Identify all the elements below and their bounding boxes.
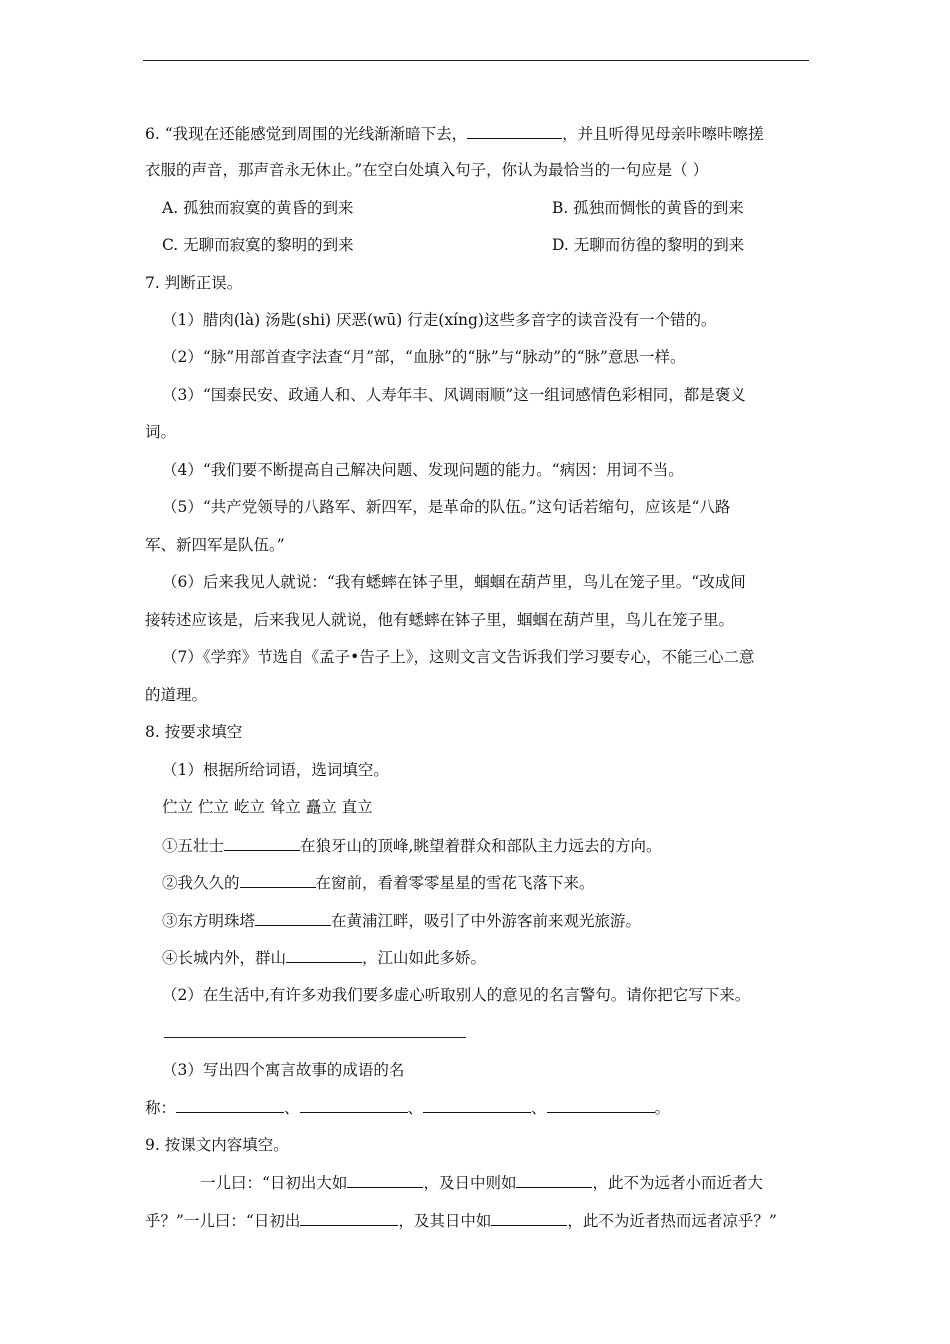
idiom-blank-4[interactable] [547,1097,655,1113]
q6-option-d[interactable]: D. 无聊而彷徨的黎明的到来 [552,236,745,254]
q8-sentence-1 [162,835,661,856]
q6-option-c[interactable]: C. 无聊而寂寞的黎明的到来 [162,236,354,254]
q8-sentence-2 [162,872,595,893]
q8-s3-blank[interactable] [255,910,331,926]
q7-item-1: （1）腊肉(là) 汤匙(shi) 厌恶(wū) 行走(xíng)这些多音字的读音没有一个错的。 [162,311,717,329]
q6-option-b[interactable]: B. 孤独而惆怅的黄昏的到来 [552,199,744,217]
q9-blank-1[interactable] [347,1172,423,1188]
q7-item-2: （2）“脉”用部首查字法查“月”部，“血脉”的“脉”与“脉动”的“脉”意思一样。 [162,348,686,366]
q8-s4-blank[interactable] [286,947,362,963]
q8-title: 8. 按要求填空 [145,723,243,741]
q9-l2-part1: 乎？”一儿曰：“日初出 [145,1212,301,1230]
q7-item-5-cont: 军、新四军是队伍。” [145,536,285,554]
q9-line-1 [200,1172,763,1193]
q6-stem-part1: 6. “我现在还能感觉到周围的光线渐渐暗下去， [145,125,468,143]
q7-item-6: （6）后来我见人就说：“我有蟋蟀在钵子里，蝈蝈在葫芦里，鸟儿在笼子里。“改成间 [162,573,746,591]
q6-stem-part2: ，并且听得见母亲咔嚓咔嚓搓 [562,125,764,143]
q8-word-bank: 伫立 伫立 屹立 耸立 矗立 直立 [162,798,373,816]
q7-item-6-cont: 接转述应该是，后来我见人就说，他有蟋蟀在钵子里，蝈蝈在葫芦里，鸟儿在笼子里。 [145,611,735,629]
q9-l2-part2: ，及其日中如 [398,1212,492,1230]
q6-stem-line2: 衣服的声音，那声音永无休止。”在空白处填入句子，你认为最恰当的一句应是（ ） [145,161,709,179]
q9-l1-part2: ，及日中则如 [423,1174,517,1192]
q8-s2-blank[interactable] [240,872,316,888]
q7-item-5: （5）“共产党领导的八路军、新四军，是革命的队伍。”这句话若缩句，应该是“八路 [162,498,731,516]
q7-title: 7. 判断正误。 [145,274,243,292]
q7-item-7: （7）《学弈》节选自《孟子•告子上》，这则文言文告诉我们学习要专心，不能三心二意 [162,648,755,666]
q6-stem-line1 [145,123,764,144]
q9-title: 9. 按课文内容填空。 [145,1136,289,1154]
q7-item-7-cont: 的道理。 [145,686,208,704]
q8-s1-suffix: 在狼牙山的顶峰,眺望着群众和部队主力远去的方向。 [300,837,662,855]
q8-sentence-4 [162,947,486,968]
q8-sub1: （1）根据所给词语，选词填空。 [162,761,389,779]
q8-sub2: （2）在生活中,有许多劝我们要多虚心听取别人的意见的名言警句。请你把它写下来。 [162,986,751,1004]
q9-line-2 [145,1210,777,1231]
q8-sub3: （3）写出四个寓言故事的成语的名 [162,1061,405,1079]
q9-blank-3[interactable] [300,1210,398,1226]
q9-blank-2[interactable] [516,1172,592,1188]
header-rule [143,60,809,61]
idiom-blank-2[interactable] [300,1097,408,1113]
q8-s2-suffix: 在窗前，看着零零星星的雪花飞落下来。 [315,874,595,892]
q8-s3-suffix: 在黄浦江畔，吸引了中外游客前来观光旅游。 [331,912,642,930]
separator: 、 [284,1099,300,1117]
q7-item-3-cont: 词。 [145,423,177,441]
q6-answer-blank[interactable] [467,123,562,139]
q8-sub3-label: 称： [145,1099,177,1117]
end-mark: 。 [654,1099,671,1117]
idiom-blank-3[interactable] [423,1097,531,1113]
q8-s3-prefix: ③东方明珠塔 [162,912,256,930]
q8-sub2-answer-line[interactable] [164,1037,466,1038]
separator: 、 [407,1099,424,1117]
q8-s4-prefix: ④长城内外，群山 [162,949,287,967]
q8-s2-prefix: ②我久久的 [162,874,240,892]
q7-item-4: （4）“我们要不断提高自己解决问题、发现问题的能力。“病因：用词不当。 [162,461,684,479]
q9-l1-part3: ，此不为远者小而近者大 [592,1174,763,1192]
separator: 、 [531,1099,547,1117]
q9-blank-4[interactable] [491,1210,567,1226]
q6-option-a[interactable]: A. 孤独而寂寞的黄昏的到来 [162,199,354,217]
q9-l1-part1: 一儿曰：“日初出大如 [200,1174,348,1192]
q8-sentence-3 [162,910,641,931]
q7-item-3: （3）“国泰民安、政通人和、人寿年丰、风调雨顺”这一组词感情色彩相同，都是褒义 [162,386,746,404]
q8-sub3-answers [145,1097,670,1118]
idiom-blank-1[interactable] [176,1097,284,1113]
q8-s4-suffix: ，江山如此多娇。 [362,949,487,967]
q8-s1-prefix: ①五壮士 [162,837,225,855]
q8-s1-blank[interactable] [224,835,300,851]
q9-l2-part3: ，此不为近者热而远者凉乎？” [567,1212,777,1230]
